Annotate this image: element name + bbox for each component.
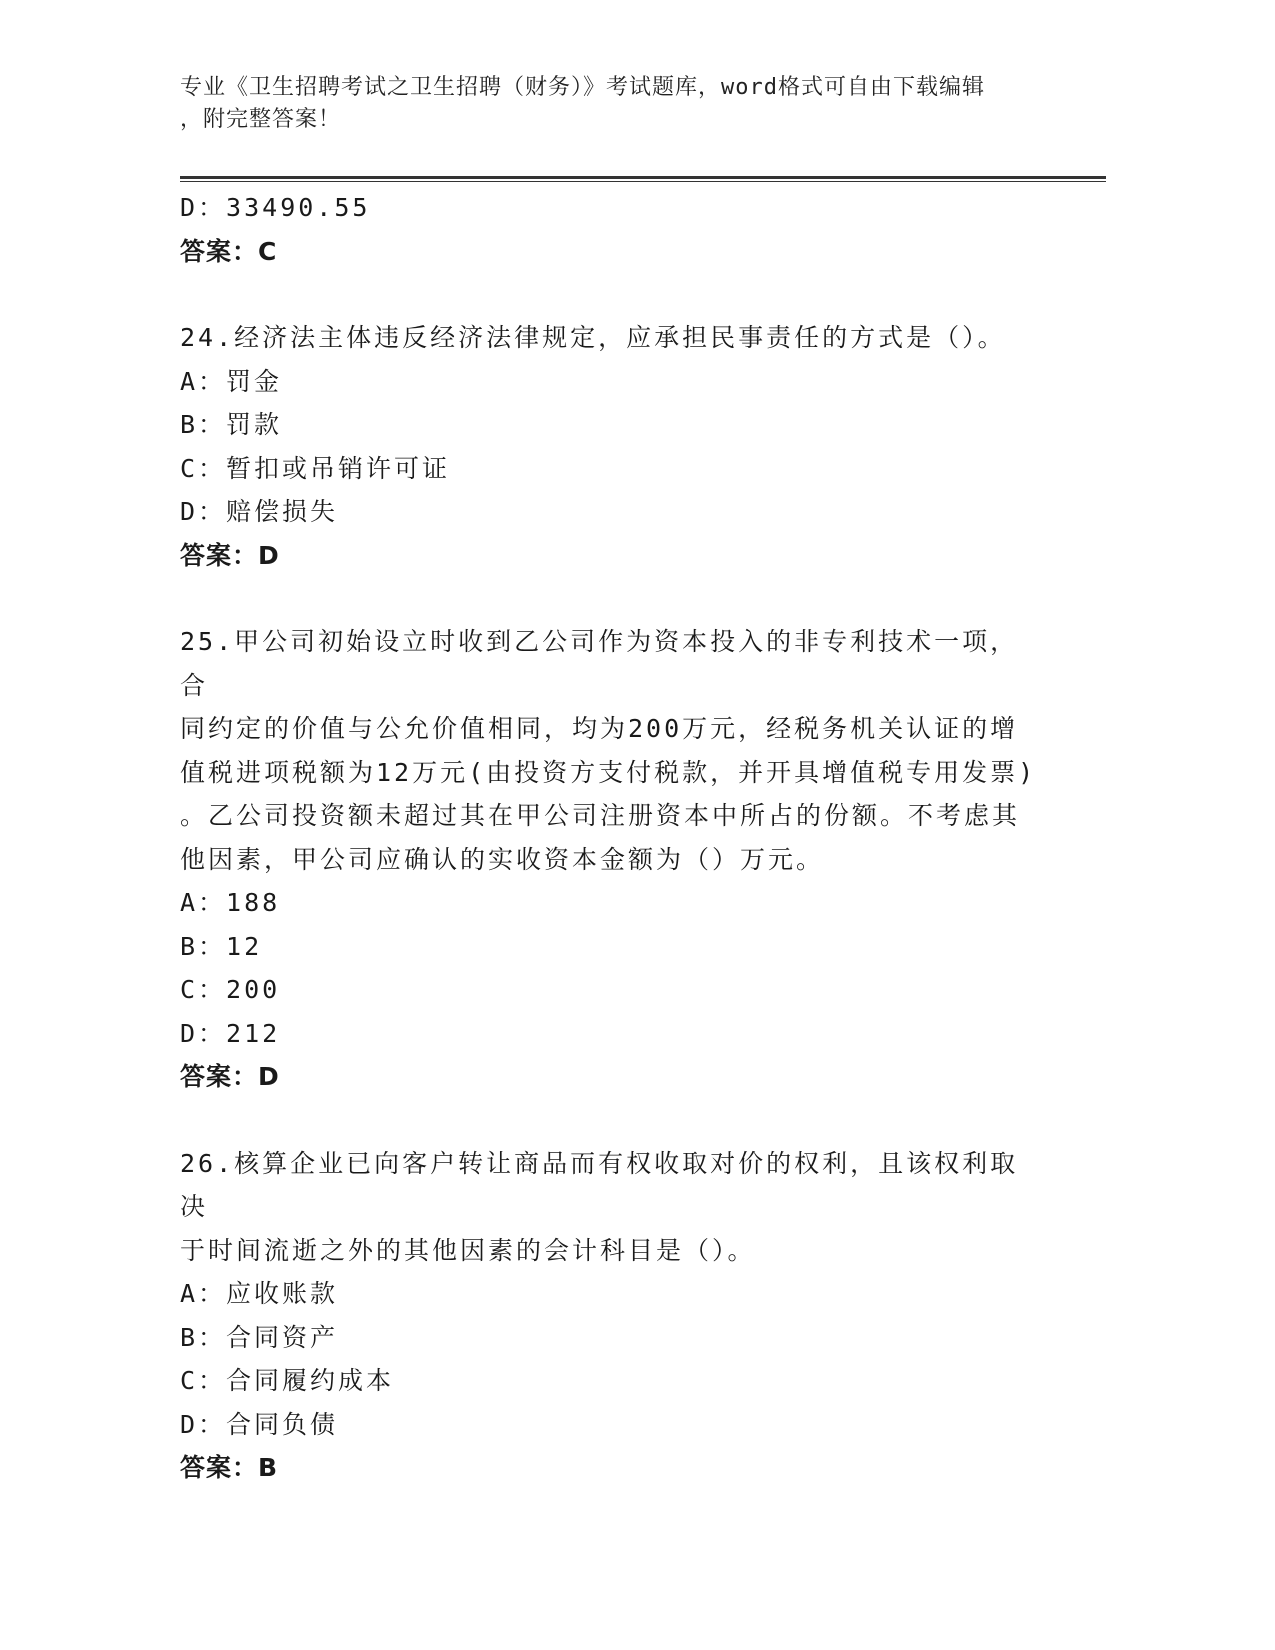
question-24	[180, 316, 1040, 577]
answer-line: 答案：D	[180, 1062, 280, 1091]
option-d: D：33490.55	[180, 193, 371, 222]
option-c: C：200	[180, 975, 281, 1004]
header-line-1: 专业《卫生招聘考试之卫生招聘（财务）》考试题库，word格式可自由下载编辑	[180, 75, 985, 100]
option-d: D：合同负债	[180, 1409, 339, 1439]
question-stem-line: 。乙公司投资额未超过其在甲公司注册资本中所占的份额。不考虑其	[180, 801, 1021, 830]
option-a: A：应收账款	[180, 1279, 339, 1308]
question-25	[180, 620, 1040, 1099]
answer-line: 答案：D	[180, 540, 280, 570]
question-stem-line: 他因素，甲公司应确认的实收资本金额为（）万元。	[180, 844, 825, 874]
header-divider-thin	[180, 181, 1106, 182]
question-stem-line: 同约定的价值与公允价值相同，均为200万元，经税务机关认证的增	[180, 714, 1019, 743]
question-stem-line: 值税进项税额为12万元(由投资方支付税款，并开具增值税专用发票)	[180, 757, 1037, 787]
option-a: A：188	[180, 888, 281, 917]
question-stem-line: 25.甲公司初始设立时收到乙公司作为资本投入的非专利技术一项，合	[180, 627, 1019, 700]
question-stem-line: 26.核算企业已向客户转让商品而有权收取对价的权利，且该权利取决	[180, 1148, 1019, 1221]
answer-line: 答案：C	[180, 236, 278, 266]
option-c: C：暂扣或吊销许可证	[180, 453, 451, 483]
option-b: B：合同资产	[180, 1322, 339, 1352]
question-26	[180, 1142, 1040, 1490]
question-23-tail	[180, 186, 1040, 273]
option-b: B：12	[180, 931, 263, 961]
answer-line: 答案：B	[180, 1453, 279, 1482]
question-list	[180, 186, 1040, 1490]
question-stem: 24.经济法主体违反经济法律规定，应承担民事责任的方式是（）。	[180, 323, 1006, 352]
question-stem-line: 于时间流逝之外的其他因素的会计科目是（）。	[180, 1235, 756, 1265]
header-divider-thick	[180, 176, 1106, 179]
page-header	[180, 72, 1060, 136]
option-d: D：212	[180, 1018, 281, 1048]
option-c: C：合同履约成本	[180, 1366, 395, 1395]
option-b: B：罚款	[180, 410, 283, 439]
option-d: D：赔偿损失	[180, 497, 339, 526]
option-a: A：罚金	[180, 366, 283, 396]
header-line-2: ，附完整答案！	[180, 107, 342, 132]
